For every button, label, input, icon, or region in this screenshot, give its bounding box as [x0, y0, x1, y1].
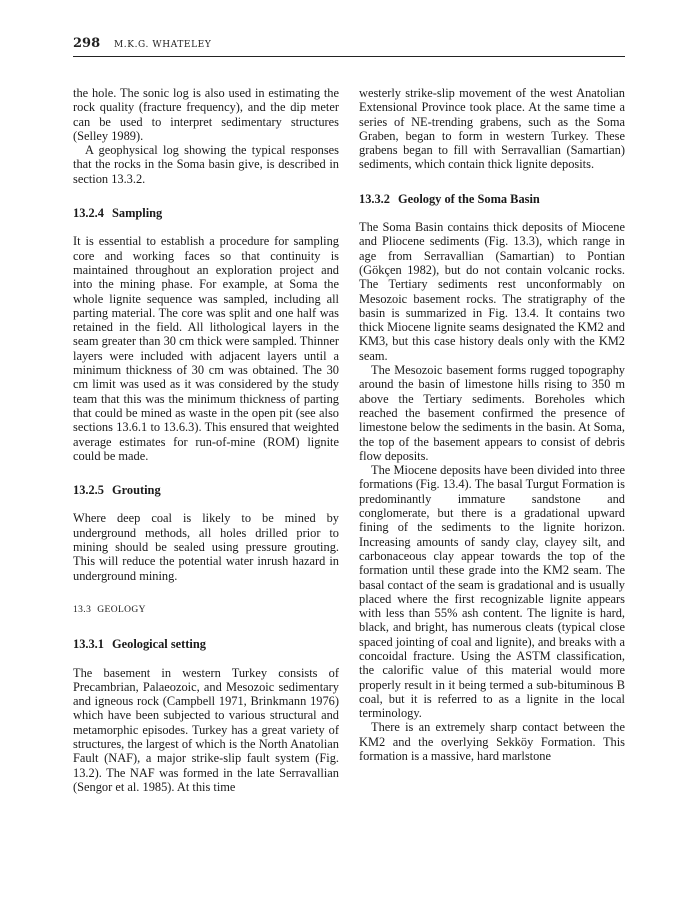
right-column: [359, 86, 625, 763]
paragraph-strike-slip: westerly strike-slip movement of the west Anatolian Extensional Province took place. At the same time a series of NE-trending grabens, such as the Soma Graben, began to form in western Turkey. These grabens began to fill with Serravallian (Samartian) sediments, which contain thick lignite deposits.: [359, 86, 625, 172]
heading-sampling: [73, 206, 339, 220]
heading-grouting-title: Grouting: [111, 483, 161, 498]
paragraph-sonic-log: the hole. The sonic log is also used in estimating the rock quality (fracture frequency), and the dip meter can be used to interpret sedimentary structures (Selley 1989).: [73, 86, 339, 143]
paragraph-sekkoy-contact: There is an extremely sharp contact between the KM2 and the overlying Sekköy Formation. This formation is a massive, hard marlstone: [359, 720, 625, 764]
running-head-author: M.K.G. WHATELEY: [113, 40, 212, 50]
paragraph-geological-setting: The basement in western Turkey consists of Precambrian, Palaeozoic, and Mesozoic sedimentary and igneous rock (Campbell 1971, Brinkmann 1976) which have been subjected to various structural and metamorphic episodes. Turkey has a great variety of structures, the largest of which is the North Anatolian Fault (NAF), a major strike-slip fault system (Fig. 13.2). The NAF was formed in the late Serravallian (Sengor et al. 1985). At this time: [73, 665, 339, 794]
page-number: 298: [73, 36, 101, 51]
heading-geology-number: 13.3: [73, 604, 92, 615]
paragraph-sampling: It is essential to establish a procedure for sampling core and working faces so that continuity is maintained throughout an exploration project and into the mining phase. For example, at Soma the whole lignite sequence was sampled, including all parting material. The core was split and one half was retained in the field. All lithological layers in the seam greater than 30 cm thick were sampled. Thinner layers were included with adjacent layers until a minimum thickness of 30 cm was obtained. The 30 cm limit was used as it was considered by the study team that this was the minimum thickness of parting that could be mined as waste in the open pit (see also sections 13.6.1 to 13.6.3). This ensured that weighted average estimates for run-of-mine (ROM) lignite could be made.: [73, 234, 339, 463]
heading-soma-number: 13.3.2: [359, 191, 390, 206]
heading-grouting-number: 13.2.5: [73, 483, 104, 498]
heading-grouting: [73, 483, 339, 497]
paragraph-grouting: Where deep coal is likely to be mined by underground methods, all holes drilled prior to mining should be sealed using pressure grouting. This will reduce the potential water inrush hazard in underground mining.: [73, 511, 339, 583]
heading-geological-setting: [73, 637, 339, 651]
paragraph-soma-deposits: The Soma Basin contains thick deposits of Miocene and Pliocene sediments (Fig. 13.3), which range in age from Serravallian (Samartian) to Pontian (Gökçen 1982), but do not contain volcanic rocks. The Tertiary sediments rest unconformably on Mesozoic basement rocks. The stratigraphy of the basin is summarized in Fig. 13.4. It contains two thick Miocene lignite seams designated the KM2 and KM3, but this case history deals only with the KM2 seam.: [359, 220, 625, 363]
heading-setting-number: 13.3.1: [73, 637, 104, 652]
heading-sampling-title: Sampling: [111, 206, 163, 221]
paragraph-mesozoic-basement: The Mesozoic basement forms rugged topography around the basin of limestone hills rising to 350 m above the Tertiary sediments. Boreholes which reached the basement confirmed the presence of limestone below the sediments in the basin. At Soma, the top of the basement appears to consist of debris flow deposits.: [359, 363, 625, 463]
heading-sampling-number: 13.2.4: [73, 206, 104, 221]
paragraph-geophysical-log: A geophysical log showing the typical responses that the rocks in the Soma basin give, is described in section 13.3.2.: [73, 143, 339, 186]
heading-geology: [73, 603, 339, 617]
paragraph-miocene-deposits: The Miocene deposits have been divided into three formations (Fig. 13.4). The basal Turgut Formation is predominantly immature sandstone and conglomerate, but there is a gradational upward fining of the sediments to the lignite horizon. Increasing amounts of sandy clay, clayey silt, and carbonaceous clay appear towards the top of the formation until these grade into the KM2 seam. The basal contact of the seam is gradational and is usually placed where the first recognizable lignite appears with less than 55% ash content. The lignite is hard, black, and bright, has numerous cleats (typical close spaced jointing of coal and lignite), and breaks with a concoidal fracture. Using the ASTM classification, the calorific value of this material would more properly result in it being termed a sub-bituminous B coal, but it is referred to as a lignite in the local terminology.: [359, 463, 625, 721]
running-head: [73, 36, 625, 51]
heading-geology-title: GEOLOGY: [97, 604, 146, 615]
left-column: [73, 86, 339, 794]
heading-soma-title: Geology of the Soma Basin: [397, 191, 540, 206]
heading-setting-title: Geological setting: [111, 637, 206, 652]
heading-soma-basin: [359, 192, 625, 206]
header-rule: [73, 56, 625, 57]
